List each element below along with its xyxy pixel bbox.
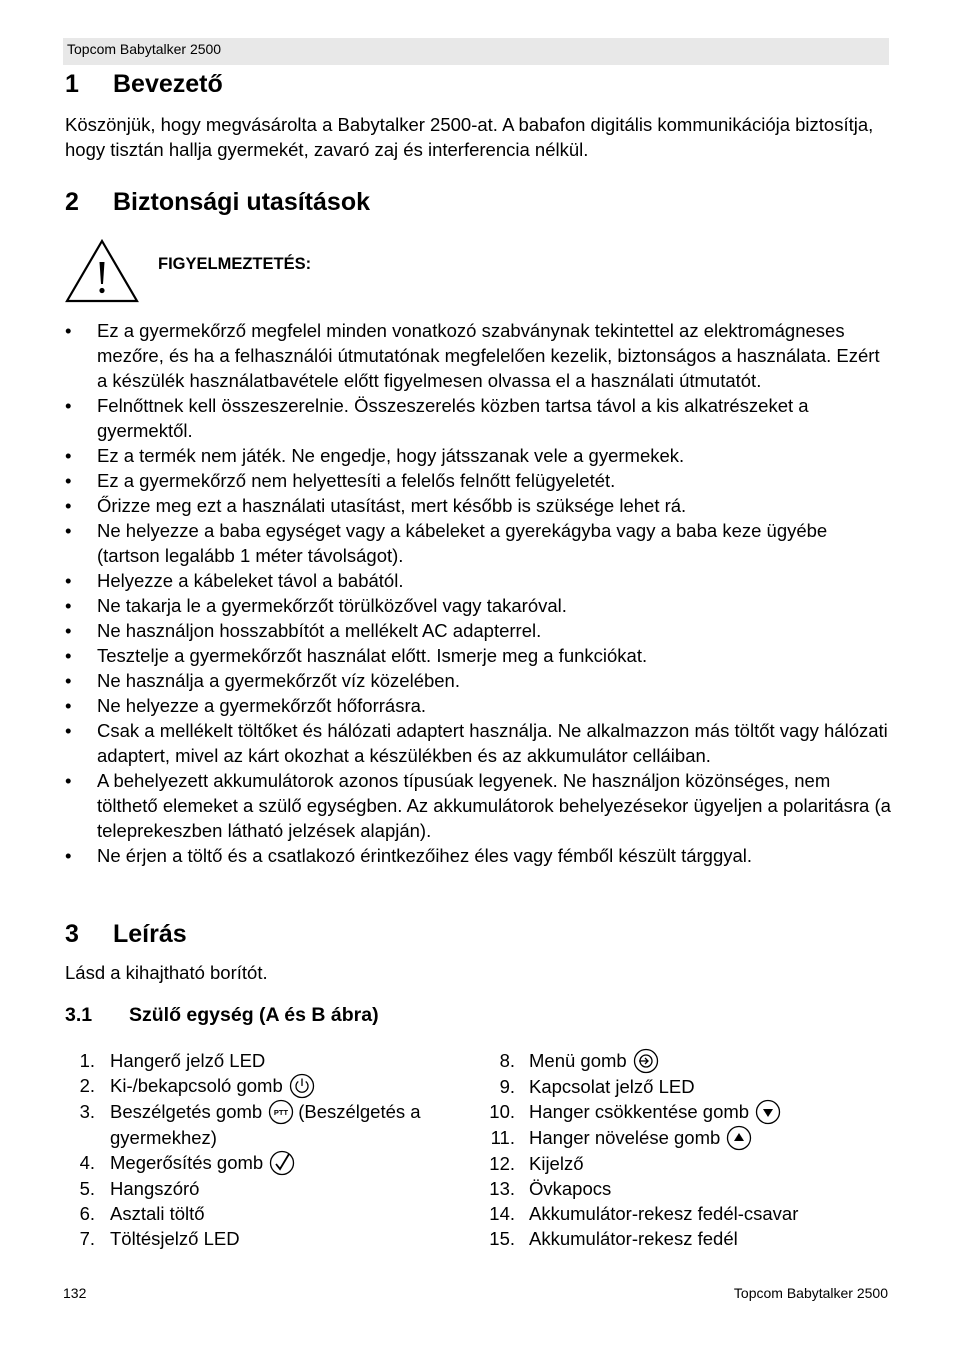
safety-instruction-text: Ez a termék nem játék. Ne engedje, hogy játsszanak vele a gyermekek. (97, 445, 685, 466)
bullet-symbol: • (65, 495, 72, 516)
parts-item-number: 13. (489, 1178, 515, 1199)
parts-item-number: 2. (79, 1075, 95, 1096)
parts-item-number: 15. (489, 1228, 515, 1249)
safety-instruction-item (65, 443, 895, 468)
safety-instruction-item (65, 768, 895, 843)
safety-instruction-text: Ne használja a gyermekőrzőt víz közelében. (97, 670, 460, 691)
footer-title: Topcom Babytalker 2500 (733, 1285, 888, 1301)
parts-list-item (480, 1151, 860, 1176)
parts-item-number: 11. (490, 1127, 515, 1148)
subsection-3-1-heading (65, 1004, 379, 1027)
parts-item-label: Hanger csökkentése gomb (529, 1101, 750, 1122)
parts-item-label: Akkumulátor-rekesz fedél (529, 1228, 738, 1249)
parts-list-item (65, 1099, 465, 1150)
safety-instruction-item (65, 693, 895, 718)
bullet-symbol: • (65, 570, 72, 591)
parts-item-label: Övkapocs (529, 1178, 612, 1199)
parts-item-number: 6. (79, 1203, 95, 1224)
parts-item-label: Asztali töltő (110, 1203, 205, 1224)
section-1-heading (65, 70, 223, 99)
parts-item-number: 1. (79, 1050, 95, 1071)
safety-instruction-item (65, 843, 895, 868)
safety-instruction-item (65, 618, 895, 643)
parts-item-label: Akkumulátor-rekesz fedél-csavar (529, 1203, 799, 1224)
parts-list-right (480, 1048, 860, 1251)
safety-instruction-item (65, 468, 895, 493)
parts-item-label: Beszélgetés gomb (110, 1101, 263, 1122)
parts-list-item (480, 1201, 860, 1226)
safety-instruction-text: Ez a gyermekőrző megfelel minden vonatkozó szabványnak tekintettel az elektromágneses mezőre, és ha a felhasználói útmutatónak megfelelően kezelik, biztonságos a használata. Ezért a készülék használatbavétele előtt figyelmesen olvassa el a használati útmutatót. (97, 320, 880, 391)
parts-item-number: 5. (79, 1178, 95, 1199)
section-3-title: Leírás (113, 920, 187, 948)
parts-list-item (65, 1201, 465, 1226)
safety-instruction-item (65, 493, 895, 518)
bullet-symbol: • (65, 770, 72, 791)
warning-label: FIGYELMEZTETÉS: (158, 255, 312, 273)
parts-item-number: 7. (79, 1228, 95, 1249)
bullet-symbol: • (65, 845, 72, 866)
safety-instruction-item (65, 718, 895, 768)
section-3-text: Lásd a kihajtható borítót. (65, 962, 268, 983)
section-2-number: 2 (65, 188, 79, 216)
parts-item-label: Hangerő jelző LED (110, 1050, 266, 1071)
parts-item-label: Hangszóró (110, 1178, 200, 1199)
safety-instruction-item (65, 393, 895, 443)
bullet-symbol: • (65, 720, 72, 741)
section-3-number: 3 (65, 920, 79, 948)
bullet-symbol: • (65, 645, 72, 666)
page-header (63, 38, 889, 65)
parts-item-label: Töltésjelző LED (110, 1228, 240, 1249)
parts-item-number: 3. (79, 1101, 95, 1122)
parts-item-number: 4. (79, 1152, 95, 1173)
parts-item-number: 8. (499, 1050, 515, 1071)
parts-item-number: 12. (489, 1153, 515, 1174)
subsection-3-1-title: Szülő egység (A és B ábra) (129, 1004, 379, 1026)
section-2-title: Biztonsági utasítások (113, 188, 370, 216)
bullet-symbol: • (65, 445, 72, 466)
bullet-symbol: • (65, 520, 72, 541)
section-3-heading (65, 920, 187, 949)
parts-list-left (65, 1048, 465, 1251)
header-title: Topcom Babytalker 2500 (67, 41, 222, 57)
menu-icon (633, 1048, 659, 1074)
warning-triangle-icon (64, 238, 140, 304)
bullet-symbol: • (65, 595, 72, 616)
safety-instruction-text: Csak a mellékelt töltőket és hálózati adaptert használja. Ne alkalmazzon más töltőt vagy hálózati adaptert, mivel az kárt okozhat a készülékben és az akkumulátor celláiban. (97, 720, 888, 766)
bullet-symbol: • (65, 395, 72, 416)
parts-item-label: Hanger növelése gomb (529, 1127, 721, 1148)
safety-instruction-text: Ne használjon hosszabbítót a mellékelt AC adapterrel. (97, 620, 542, 641)
parts-list-item (480, 1226, 860, 1251)
safety-instruction-text: Őrizze meg ezt a használati utasítást, mert később is szüksége lehet rá. (97, 495, 687, 516)
section-2-heading (65, 188, 370, 217)
safety-instruction-text: Felnőttnek kell összeszerelnie. Összeszerelés közben tartsa távol a kis alkatrészeket a gyermektől. (97, 395, 809, 441)
safety-instruction-item (65, 668, 895, 693)
ptt-icon (268, 1099, 294, 1125)
parts-item-label: Menü gomb (529, 1050, 627, 1071)
parts-item-label: Megerősítés gomb (110, 1152, 264, 1173)
parts-list-item (65, 1150, 465, 1176)
parts-list-item (480, 1176, 860, 1201)
page-number: 132 (63, 1285, 87, 1301)
power-icon (289, 1073, 315, 1099)
bullet-symbol: • (65, 470, 72, 491)
subsection-3-1-number: 3.1 (65, 1004, 93, 1026)
parts-list-item (65, 1226, 465, 1251)
safety-instruction-text: Ne helyezze a baba egységet vagy a kábeleket a gyerekágyba vagy a baba keze ügyébe (tartson legalább 1 méter távolságot). (97, 520, 828, 566)
bullet-symbol: • (65, 670, 72, 691)
bullet-symbol: • (65, 620, 72, 641)
safety-instruction-item (65, 318, 895, 393)
safety-instruction-text: A behelyezett akkumulátorok azonos típusúak legyenek. Ne használjon közönséges, nem tölthető elemeket a szülő egységben. Az akkumulátorok behelyezésekor ügyeljen a polaritásra (a teleprekeszben látható jelzések alapján). (97, 770, 891, 841)
safety-instruction-text: Ne helyezze a gyermekőrzőt hőforrásra. (97, 695, 427, 716)
parts-item-number: 9. (499, 1076, 515, 1097)
parts-list-item (65, 1176, 465, 1201)
parts-list-item (480, 1048, 860, 1074)
ptt-icon-label: PTT (274, 1108, 289, 1117)
parts-item-label: Ki-/bekapcsoló gomb (110, 1075, 283, 1096)
parts-item-label: Kapcsolat jelző LED (529, 1076, 695, 1097)
safety-instruction-item (65, 518, 895, 568)
safety-instruction-item (65, 568, 895, 593)
parts-list-item (480, 1074, 860, 1099)
parts-list-item (480, 1099, 860, 1125)
volume-down-icon (755, 1099, 781, 1125)
safety-instruction-text: Ne érjen a töltő és a csatlakozó érintkezőihez éles vagy fémből készült tárggyal. (97, 845, 753, 866)
parts-item-number: 14. (489, 1203, 515, 1224)
bullet-symbol: • (65, 695, 72, 716)
safety-instruction-text: Helyezze a kábeleket távol a babától. (97, 570, 404, 591)
section-1-title: Bevezető (113, 70, 223, 98)
parts-item-label-suffix: (Beszélgetés a gyermekhez) (110, 1101, 421, 1148)
parts-item-number: 10. (489, 1101, 515, 1122)
parts-list-item (480, 1125, 860, 1151)
section-1-intro: Köszönjük, hogy megvásárolta a Babytalker 2500-at. A babafon digitális kommunikációja biztosítja, hogy tisztán hallja gyermekét, zavaró zaj és interferencia nélkül. (65, 114, 874, 160)
parts-list-item (65, 1073, 465, 1099)
parts-item-label: Kijelző (529, 1153, 584, 1174)
safety-instructions-list (65, 318, 895, 868)
safety-instruction-item (65, 643, 895, 668)
safety-instruction-text: Tesztelje a gyermekőrzőt használat előtt. Ismerje meg a funkciókat. (97, 645, 648, 666)
safety-instruction-item (65, 593, 895, 618)
volume-up-icon (726, 1125, 752, 1151)
safety-instruction-text: Ne takarja le a gyermekőrzőt törülközővel vagy takaróval. (97, 595, 567, 616)
bullet-symbol: • (65, 320, 72, 341)
parts-list-item (65, 1048, 465, 1073)
safety-instruction-text: Ez a gyermekőrző nem helyettesíti a felelős felnőtt felügyeletét. (97, 470, 616, 491)
section-1-number: 1 (65, 70, 79, 98)
checkmark-icon (269, 1150, 295, 1176)
